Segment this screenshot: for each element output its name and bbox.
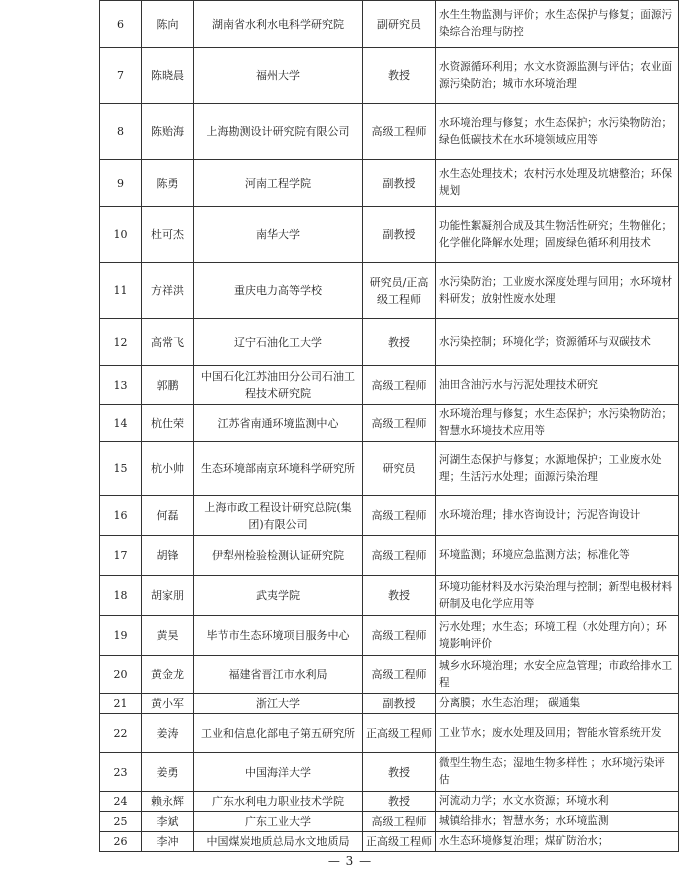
professional-title-cell: 副教授	[363, 694, 436, 714]
professional-title-cell: 高级工程师	[363, 405, 436, 442]
research-field-cell: 油田含油污水与污泥处理技术研究	[436, 366, 679, 405]
row-number-cell: 13	[100, 366, 142, 405]
row-number-cell: 12	[100, 319, 142, 366]
expert-name-cell: 郭鹏	[142, 366, 194, 405]
professional-title-cell: 高级工程师	[363, 104, 436, 160]
row-number-cell: 21	[100, 694, 142, 714]
row-number-cell: 8	[100, 104, 142, 160]
research-field-cell: 水污染防治；工业废水深度处理与回用；水环境材料研发；放射性废水处理	[436, 263, 679, 319]
research-field-cell: 河湖生态保护与修复；水源地保护；工业废水处理；生活污水处理；面源污染治理	[436, 442, 679, 496]
table-row	[100, 104, 679, 160]
professional-title-cell: 高级工程师	[363, 366, 436, 405]
organization-cell: 上海市政工程设计研究总院(集团)有限公司	[194, 496, 363, 536]
organization-cell: 中国海洋大学	[194, 753, 363, 792]
table-row	[100, 160, 679, 207]
organization-cell: 中国石化江苏油田分公司石油工程技术研究院	[194, 366, 363, 405]
research-field-cell: 环境监测；环境应急监测方法；标准化等	[436, 536, 679, 576]
table-row	[100, 263, 679, 319]
organization-cell: 广东水利电力职业技术学院	[194, 792, 363, 812]
row-number-cell: 23	[100, 753, 142, 792]
expert-name-cell: 杭仕荣	[142, 405, 194, 442]
organization-cell: 江苏省南通环境监测中心	[194, 405, 363, 442]
expert-name-cell: 陈勇	[142, 160, 194, 207]
professional-title-cell: 高级工程师	[363, 656, 436, 694]
table-row	[100, 753, 679, 792]
row-number-cell: 19	[100, 616, 142, 656]
organization-cell: 辽宁石油化工大学	[194, 319, 363, 366]
organization-cell: 上海勘测设计研究院有限公司	[194, 104, 363, 160]
row-number-cell: 25	[100, 812, 142, 832]
professional-title-cell: 高级工程师	[363, 812, 436, 832]
expert-name-cell: 陈向	[142, 1, 194, 48]
table-row	[100, 496, 679, 536]
research-field-cell: 水生态环境修复治理；煤矿防治水；	[436, 832, 679, 852]
table-row	[100, 319, 679, 366]
table-row	[100, 832, 679, 852]
row-number-cell: 17	[100, 536, 142, 576]
table-row	[100, 1, 679, 48]
expert-name-cell: 胡锋	[142, 536, 194, 576]
organization-cell: 福州大学	[194, 48, 363, 104]
table-row	[100, 405, 679, 442]
professional-title-cell: 研究员/正高级工程师	[363, 263, 436, 319]
table-row	[100, 812, 679, 832]
row-number-cell: 10	[100, 207, 142, 263]
expert-name-cell: 黄小军	[142, 694, 194, 714]
professional-title-cell: 高级工程师	[363, 536, 436, 576]
professional-title-cell: 副教授	[363, 160, 436, 207]
research-field-cell: 水环境治理与修复；水生态保护；水污染物防治；绿色低碳技术在水环境领域应用等	[436, 104, 679, 160]
professional-title-cell: 教授	[363, 48, 436, 104]
expert-name-cell: 李冲	[142, 832, 194, 852]
expert-name-cell: 方祥洪	[142, 263, 194, 319]
table-row	[100, 792, 679, 812]
expert-name-cell: 赖永辉	[142, 792, 194, 812]
professional-title-cell: 研究员	[363, 442, 436, 496]
professional-title-cell: 教授	[363, 576, 436, 616]
row-number-cell: 15	[100, 442, 142, 496]
row-number-cell: 20	[100, 656, 142, 694]
research-field-cell: 水资源循环利用；水文水资源监测与评估；农业面源污染防治；城市水环境治理	[436, 48, 679, 104]
expert-name-cell: 李斌	[142, 812, 194, 832]
research-field-cell: 河流动力学；水文水资源；环境水利	[436, 792, 679, 812]
organization-cell: 南华大学	[194, 207, 363, 263]
research-field-cell: 环境功能材料及水污染治理与控制；新型电极材料研制及电化学应用等	[436, 576, 679, 616]
row-number-cell: 24	[100, 792, 142, 812]
page-number: — 3 —	[327, 854, 373, 868]
organization-cell: 毕节市生态环境项目服务中心	[194, 616, 363, 656]
professional-title-cell: 副教授	[363, 207, 436, 263]
organization-cell: 广东工业大学	[194, 812, 363, 832]
row-number-cell: 18	[100, 576, 142, 616]
expert-table	[99, 0, 679, 852]
organization-cell: 伊犁州检验检测认证研究院	[194, 536, 363, 576]
professional-title-cell: 正高级工程师	[363, 832, 436, 852]
research-field-cell: 水生生物监测与评价；水生态保护与修复；面源污染综合治理与防控	[436, 1, 679, 48]
expert-name-cell: 高常飞	[142, 319, 194, 366]
professional-title-cell: 正高级工程师	[363, 714, 436, 753]
expert-name-cell: 陈晓晨	[142, 48, 194, 104]
organization-cell: 重庆电力高等学校	[194, 263, 363, 319]
row-number-cell: 7	[100, 48, 142, 104]
row-number-cell: 11	[100, 263, 142, 319]
research-field-cell: 工业节水；废水处理及回用；智能水管系统开发	[436, 714, 679, 753]
professional-title-cell: 教授	[363, 319, 436, 366]
row-number-cell: 14	[100, 405, 142, 442]
table-row	[100, 442, 679, 496]
expert-name-cell: 姜涛	[142, 714, 194, 753]
table-row	[100, 616, 679, 656]
expert-table-container	[99, 0, 678, 852]
row-number-cell: 22	[100, 714, 142, 753]
table-row	[100, 536, 679, 576]
expert-table-body	[100, 1, 679, 852]
research-field-cell: 水生态处理技术；农村污水处理及坑塘整治；环保规划	[436, 160, 679, 207]
table-row	[100, 207, 679, 263]
organization-cell: 中国煤炭地质总局水文地质局	[194, 832, 363, 852]
research-field-cell: 分离膜；水生态治理； 碳通集	[436, 694, 679, 714]
professional-title-cell: 高级工程师	[363, 616, 436, 656]
organization-cell: 河南工程学院	[194, 160, 363, 207]
organization-cell: 武夷学院	[194, 576, 363, 616]
research-field-cell: 污水处理；水生态；环境工程（水处理方向）；环境影响评价	[436, 616, 679, 656]
expert-name-cell: 黄金龙	[142, 656, 194, 694]
organization-cell: 生态环境部南京环境科学研究所	[194, 442, 363, 496]
professional-title-cell: 教授	[363, 753, 436, 792]
row-number-cell: 26	[100, 832, 142, 852]
expert-name-cell: 杭小帅	[142, 442, 194, 496]
expert-name-cell: 陈贻海	[142, 104, 194, 160]
professional-title-cell: 高级工程师	[363, 496, 436, 536]
table-row	[100, 656, 679, 694]
expert-name-cell: 胡家朋	[142, 576, 194, 616]
table-row	[100, 366, 679, 405]
research-field-cell: 城乡水环境治理；水安全应急管理；市政给排水工程	[436, 656, 679, 694]
expert-name-cell: 姜勇	[142, 753, 194, 792]
row-number-cell: 9	[100, 160, 142, 207]
organization-cell: 湖南省水利水电科学研究院	[194, 1, 363, 48]
research-field-cell: 城镇给排水；智慧水务；水环境监测	[436, 812, 679, 832]
research-field-cell: 微型生物生态；湿地生物多样性 ；水环境污染评估	[436, 753, 679, 792]
table-row	[100, 48, 679, 104]
research-field-cell: 水环境治理与修复；水生态保护；水污染物防治；智慧水环境技术应用等	[436, 405, 679, 442]
expert-name-cell: 杜可杰	[142, 207, 194, 263]
row-number-cell: 16	[100, 496, 142, 536]
expert-name-cell: 黄昊	[142, 616, 194, 656]
research-field-cell: 功能性絮凝剂合成及其生物活性研究；生物催化；化学催化降解水处理；固废绿色循环利用技术	[436, 207, 679, 263]
professional-title-cell: 教授	[363, 792, 436, 812]
table-row	[100, 576, 679, 616]
research-field-cell: 水污染控制；环境化学；资源循环与双碳技术	[436, 319, 679, 366]
row-number-cell: 6	[100, 1, 142, 48]
organization-cell: 浙江大学	[194, 694, 363, 714]
professional-title-cell: 副研究员	[363, 1, 436, 48]
research-field-cell: 水环境治理；排水咨询设计；污泥咨询设计	[436, 496, 679, 536]
table-row	[100, 694, 679, 714]
expert-name-cell: 何磊	[142, 496, 194, 536]
organization-cell: 工业和信息化部电子第五研究所	[194, 714, 363, 753]
organization-cell: 福建省晋江市水利局	[194, 656, 363, 694]
table-row	[100, 714, 679, 753]
